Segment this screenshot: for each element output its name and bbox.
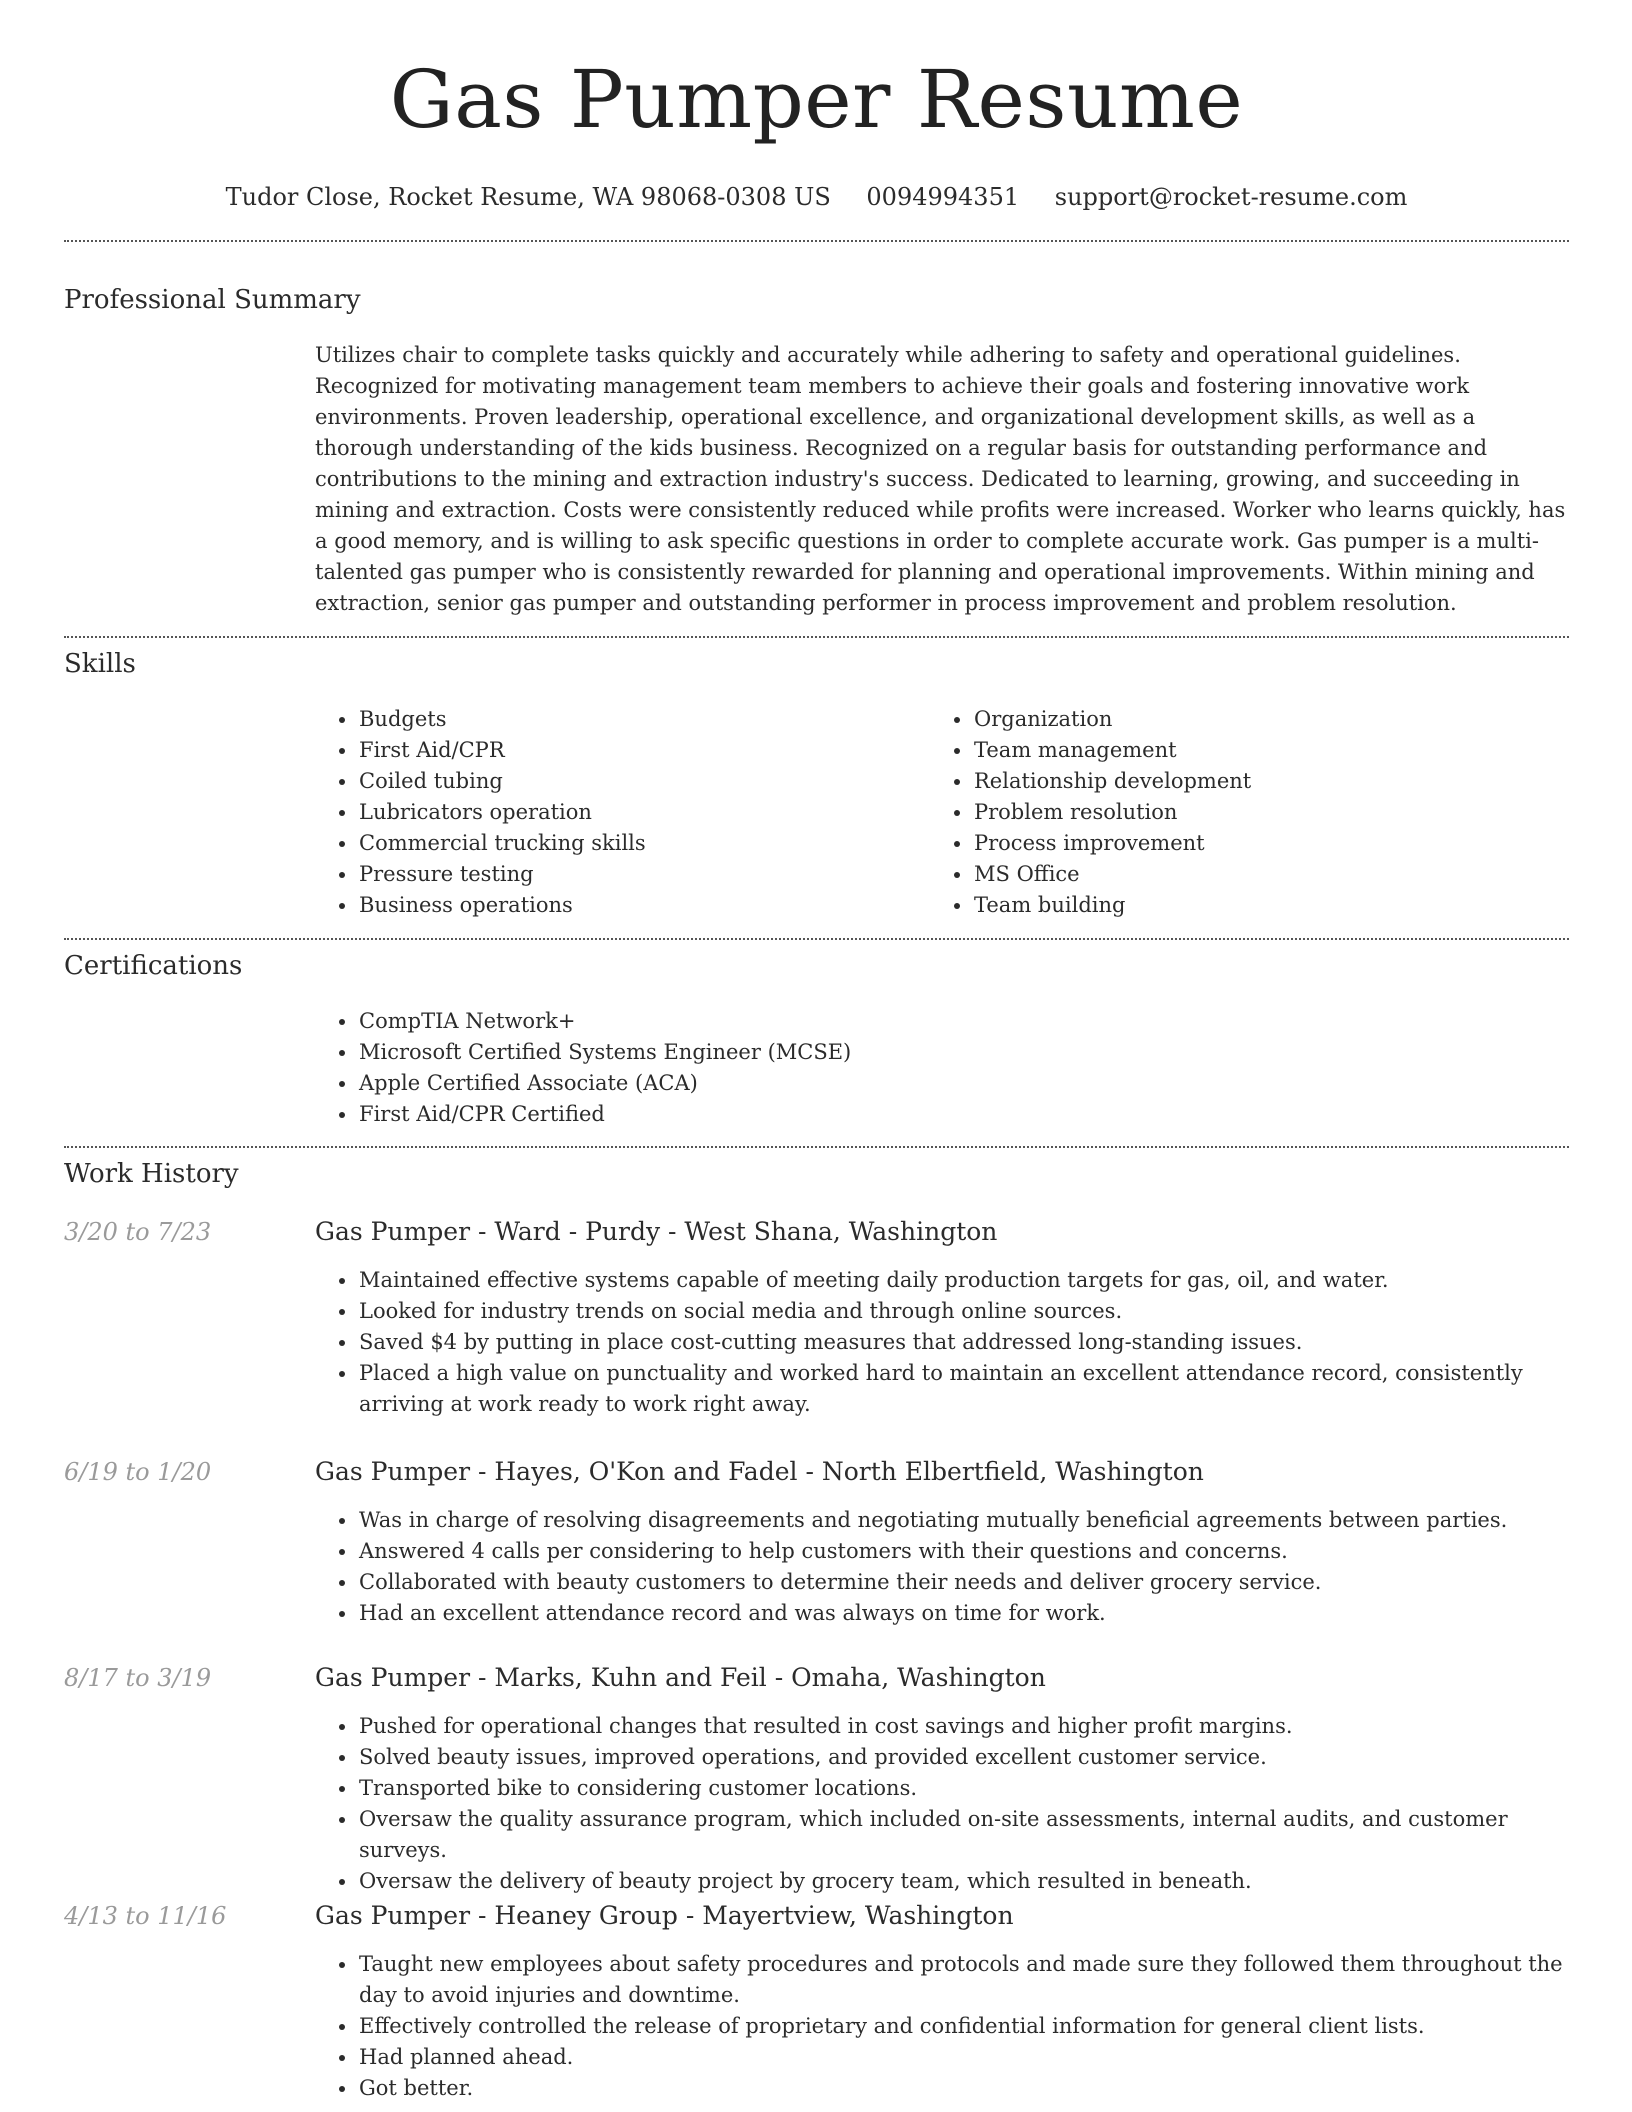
job-title: Gas Pumper - Ward - Purdy - West Shana, Washington <box>315 1217 998 1246</box>
certifications-heading: Certifications <box>64 951 243 981</box>
divider <box>64 636 1569 638</box>
job-bullet: • Effectively controlled the release of proprietary and confidential information for general client lists. <box>358 2011 1569 2042</box>
job-bullet: • Oversaw the quality assurance program, which included on-site assessments, internal audits, and customer surveys. <box>358 1804 1569 1866</box>
certification-item: • First Aid/CPR Certified <box>358 1099 1569 1130</box>
job-bullet: • Saved $4 by putting in place cost-cutting measures that addressed long-standing issues. <box>358 1327 1569 1358</box>
job-bullets <box>315 1505 1569 1629</box>
summary-text: Utilizes chair to complete tasks quickly and accurately while adhering to safety and operational guidelines. Recognized for motivating management team members to achieve their goals and fostering innovative work environments. Proven leadership, operational excellence, and organizational development skills, as well as a thorough understanding of the kids business. Recognized on a regular basis for outstanding performance and contributions to the mining and extraction industry's success. Dedicated to learning, growing, and succeeding in mining and extraction. Costs were consistently reduced while profits were increased. Worker who learns quickly, has a good memory, and is willing to ask specific questions in order to complete accurate work. Gas pumper is a multi-talented gas pumper who is consistently rewarded for planning and operational improvements. Within mining and extraction, senior gas pumper and outstanding performer in process improvement and problem resolution. <box>315 343 1566 615</box>
skill-item: • Team building <box>973 890 1533 921</box>
skill-item: • Team management <box>973 735 1533 766</box>
job-bullet: • Oversaw the delivery of beauty project by grocery team, which resulted in beneath. <box>358 1866 1569 1897</box>
skill-item: • Process improvement <box>973 828 1533 859</box>
skill-item: • Lubricators operation <box>358 797 918 828</box>
contact-line <box>64 182 1569 212</box>
contact-email[interactable]: support@rocket-resume.com <box>1054 183 1408 211</box>
divider <box>64 938 1569 940</box>
job-bullet: • Had planned ahead. <box>358 2042 1569 2073</box>
divider <box>64 1146 1569 1148</box>
page-title: Gas Pumper Resume <box>389 53 1244 146</box>
job-dates: 8/17 to 3/19 <box>64 1664 212 1692</box>
contact-address: Tudor Close, Rocket Resume, WA 98068-0308 US <box>225 183 831 211</box>
job-bullet: • Looked for industry trends on social media and through online sources. <box>358 1296 1569 1327</box>
job-bullets <box>315 1711 1569 1897</box>
skills-heading: Skills <box>64 649 136 679</box>
skill-item: • Problem resolution <box>973 797 1533 828</box>
job-dates: 6/19 to 1/20 <box>64 1458 212 1486</box>
job-dates: 4/13 to 11/16 <box>64 1902 227 1930</box>
job-bullet: • Got better. <box>358 2073 1569 2104</box>
skills-list-left <box>315 704 918 921</box>
skill-item: • Commercial trucking skills <box>358 828 918 859</box>
job-bullet: • Transported bike to considering customer locations. <box>358 1773 1569 1804</box>
job-title: Gas Pumper - Hayes, O'Kon and Fadel - North Elbertfield, Washington <box>315 1457 1204 1486</box>
skill-item: • Organization <box>973 704 1533 735</box>
skill-item: • Coiled tubing <box>358 766 918 797</box>
job-bullet: • Solved beauty issues, improved operations, and provided excellent customer service. <box>358 1742 1569 1773</box>
skill-item: • First Aid/CPR <box>358 735 918 766</box>
job-bullets <box>315 1949 1569 2104</box>
job-bullet: • Maintained effective systems capable of meeting daily production targets for gas, oil, and water. <box>358 1265 1569 1296</box>
job-bullets <box>315 1265 1569 1420</box>
job-title: Gas Pumper - Heaney Group - Mayertview, Washington <box>315 1901 1014 1930</box>
job-bullet: • Collaborated with beauty customers to determine their needs and deliver grocery service. <box>358 1567 1569 1598</box>
skill-item: • Business operations <box>358 890 918 921</box>
resume-page <box>64 0 1569 2100</box>
job-bullet: • Placed a high value on punctuality and worked hard to maintain an excellent attendance record, consistently arriving at work ready to work right away. <box>358 1358 1569 1420</box>
job-bullet: • Pushed for operational changes that resulted in cost savings and higher profit margins. <box>358 1711 1569 1742</box>
job-dates: 3/20 to 7/23 <box>64 1218 212 1246</box>
certification-item: • Microsoft Certified Systems Engineer (MCSE) <box>358 1037 1569 1068</box>
skill-item: • Budgets <box>358 704 918 735</box>
job-bullet: • Taught new employees about safety procedures and protocols and made sure they followed them throughout the day to avoid injuries and downtime. <box>358 1949 1569 2011</box>
skill-item: • Pressure testing <box>358 859 918 890</box>
job-title: Gas Pumper - Marks, Kuhn and Feil - Omaha, Washington <box>315 1663 1046 1692</box>
job-bullet: • Had an excellent attendance record and was always on time for work. <box>358 1598 1569 1629</box>
divider <box>64 240 1569 242</box>
skills-list-right <box>930 704 1533 921</box>
skill-item: • MS Office <box>973 859 1533 890</box>
summary-heading: Professional Summary <box>64 285 361 315</box>
work-history-heading: Work History <box>64 1159 239 1189</box>
job-bullet: • Was in charge of resolving disagreements and negotiating mutually beneficial agreements between parties. <box>358 1505 1569 1536</box>
certification-item: • Apple Certified Associate (ACA) <box>358 1068 1569 1099</box>
job-bullet: • Answered 4 calls per considering to help customers with their questions and concerns. <box>358 1536 1569 1567</box>
contact-phone: 0094994351 <box>866 183 1020 211</box>
skill-item: • Relationship development <box>973 766 1533 797</box>
certification-item: • CompTIA Network+ <box>358 1006 1569 1037</box>
certifications-list <box>315 1006 1569 1130</box>
